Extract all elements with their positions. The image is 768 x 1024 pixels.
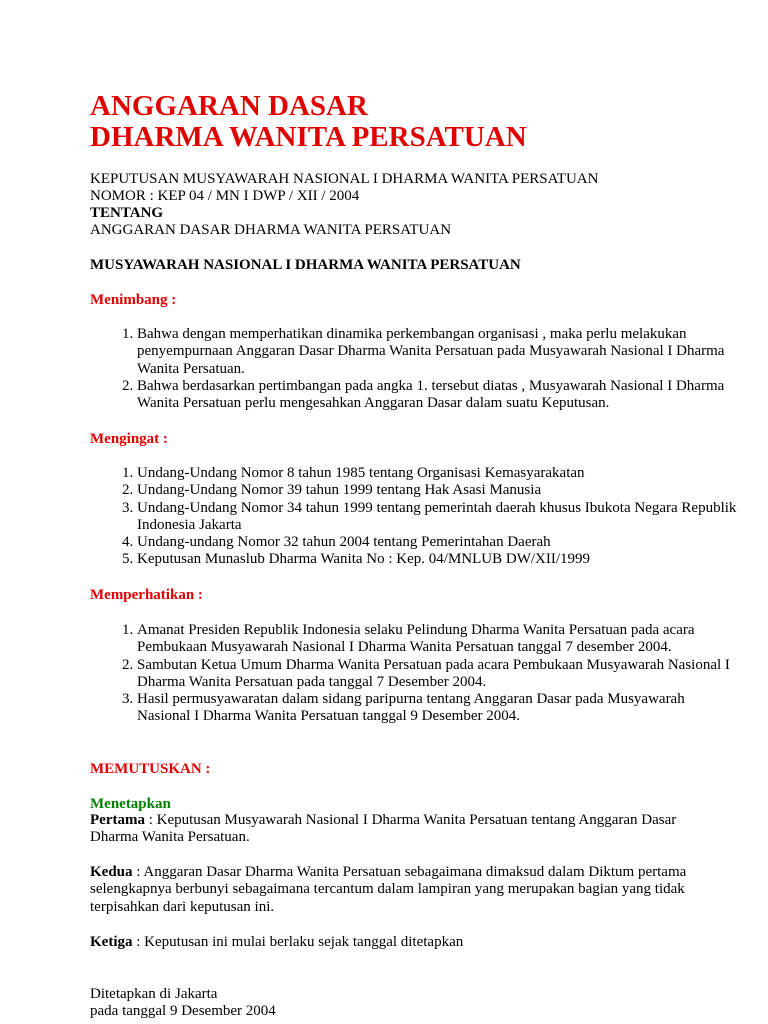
header-decision-line: KEPUTUSAN MUSYAWARAH NASIONAL I DHARMA WANITA PERSATUAN	[90, 171, 599, 187]
list-item: 1. Undang-Undang Nomor 8 tahun 1985 tentang Organisasi Kemasyarakatan	[137, 465, 737, 482]
footer-place-line: Ditetapkan di Jakarta	[90, 986, 218, 1002]
pertama-text: : Keputusan Musyawarah Nasional I Dharma Wanita Persatuan tentang Anggaran Dasar Dharma Wanita Persatuan.	[90, 812, 677, 846]
header-number-line: NOMOR : KEP 04 / MN I DWP / XII / 2004	[90, 188, 360, 204]
pertama-paragraph	[90, 812, 690, 847]
ketiga-label: Ketiga	[90, 934, 133, 950]
musyawarah-heading: MUSYAWARAH NASIONAL I DHARMA WANITA PERSATUAN	[90, 257, 521, 273]
document-title-line1: ANGGARAN DASAR	[90, 90, 368, 122]
header-subject-line: ANGGARAN DASAR DHARMA WANITA PERSATUAN	[90, 222, 452, 238]
document-title-line2: DHARMA WANITA PERSATUAN	[90, 121, 527, 153]
mengingat-list	[90, 465, 737, 569]
list-item: 3. Undang-Undang Nomor 34 tahun 1999 tentang pemerintah daerah khusus Ibukota Negara Republik Indonesia Jakarta	[137, 500, 737, 535]
footer-date-line: pada tanggal 9 Desember 2004	[90, 1003, 276, 1019]
ketiga-text: : Keputusan ini mulai berlaku sejak tanggal ditetapkan	[132, 934, 464, 950]
memperhatikan-list	[90, 622, 737, 726]
list-item: 1. Amanat Presiden Republik Indonesia selaku Pelindung Dharma Wanita Persatuan pada acara Pembukaan Musyawarah Nasional I Dharma Wanita Persatuan tanggal 7 desember 2004.	[137, 622, 737, 657]
menimbang-list	[90, 326, 737, 412]
header-about-line: TENTANG	[90, 205, 164, 221]
list-item: 2. Undang-Undang Nomor 39 tahun 1999 tentang Hak Asasi Manusia	[137, 482, 737, 499]
ketiga-paragraph	[90, 934, 690, 951]
memperhatikan-heading: Memperhatikan :	[90, 587, 203, 603]
menimbang-heading: Menimbang :	[90, 292, 177, 308]
kedua-text: : Anggaran Dasar Dharma Wanita Persatuan sebagaimana dimaksud dalam Diktum pertama selengkapnya berbunyi sebagaimana tercantum dalam lampiran yang merupakan bagian yang tidak terpisahkan dari keputusan ini.	[90, 864, 687, 915]
list-item: 4. Undang-undang Nomor 32 tahun 2004 tentang Pemerintahan Daerah	[137, 534, 737, 551]
list-item: 2. Bahwa berdasarkan pertimbangan pada angka 1. tersebut diatas , Musyawarah Nasional I Dharma Wanita Persatuan perlu mengesahkan Anggaran Dasar dalam suatu Keputusan.	[137, 378, 737, 413]
list-item: 1. Bahwa dengan memperhatikan dinamika perkembangan organisasi , maka perlu melakukan penyempurnaan Anggaran Dasar Dharma Wanita Persatuan pada Musyawarah Nasional I Dharma Wanita Persatuan.	[137, 326, 737, 378]
pertama-label: Pertama	[90, 812, 145, 828]
mengingat-heading: Mengingat :	[90, 431, 168, 447]
kedua-label: Kedua	[90, 864, 133, 880]
kedua-paragraph	[90, 864, 690, 916]
list-item: 3. Hasil permusyawaratan dalam sidang paripurna tentang Anggaran Dasar pada Musyawarah Nasional I Dharma Wanita Persatuan tanggal 9 Desember 2004.	[137, 691, 737, 726]
memutuskan-heading: MEMUTUSKAN :	[90, 761, 211, 777]
menetapkan-heading: Menetapkan	[90, 796, 171, 812]
list-item: 2. Sambutan Ketua Umum Dharma Wanita Persatuan pada acara Pembukaan Musyawarah Nasional I Dharma Wanita Persatuan pada tanggal 7 Desember 2004.	[137, 657, 737, 692]
list-item: 5. Keputusan Munaslub Dharma Wanita No : Kep. 04/MNLUB DW/XII/1999	[137, 551, 737, 568]
